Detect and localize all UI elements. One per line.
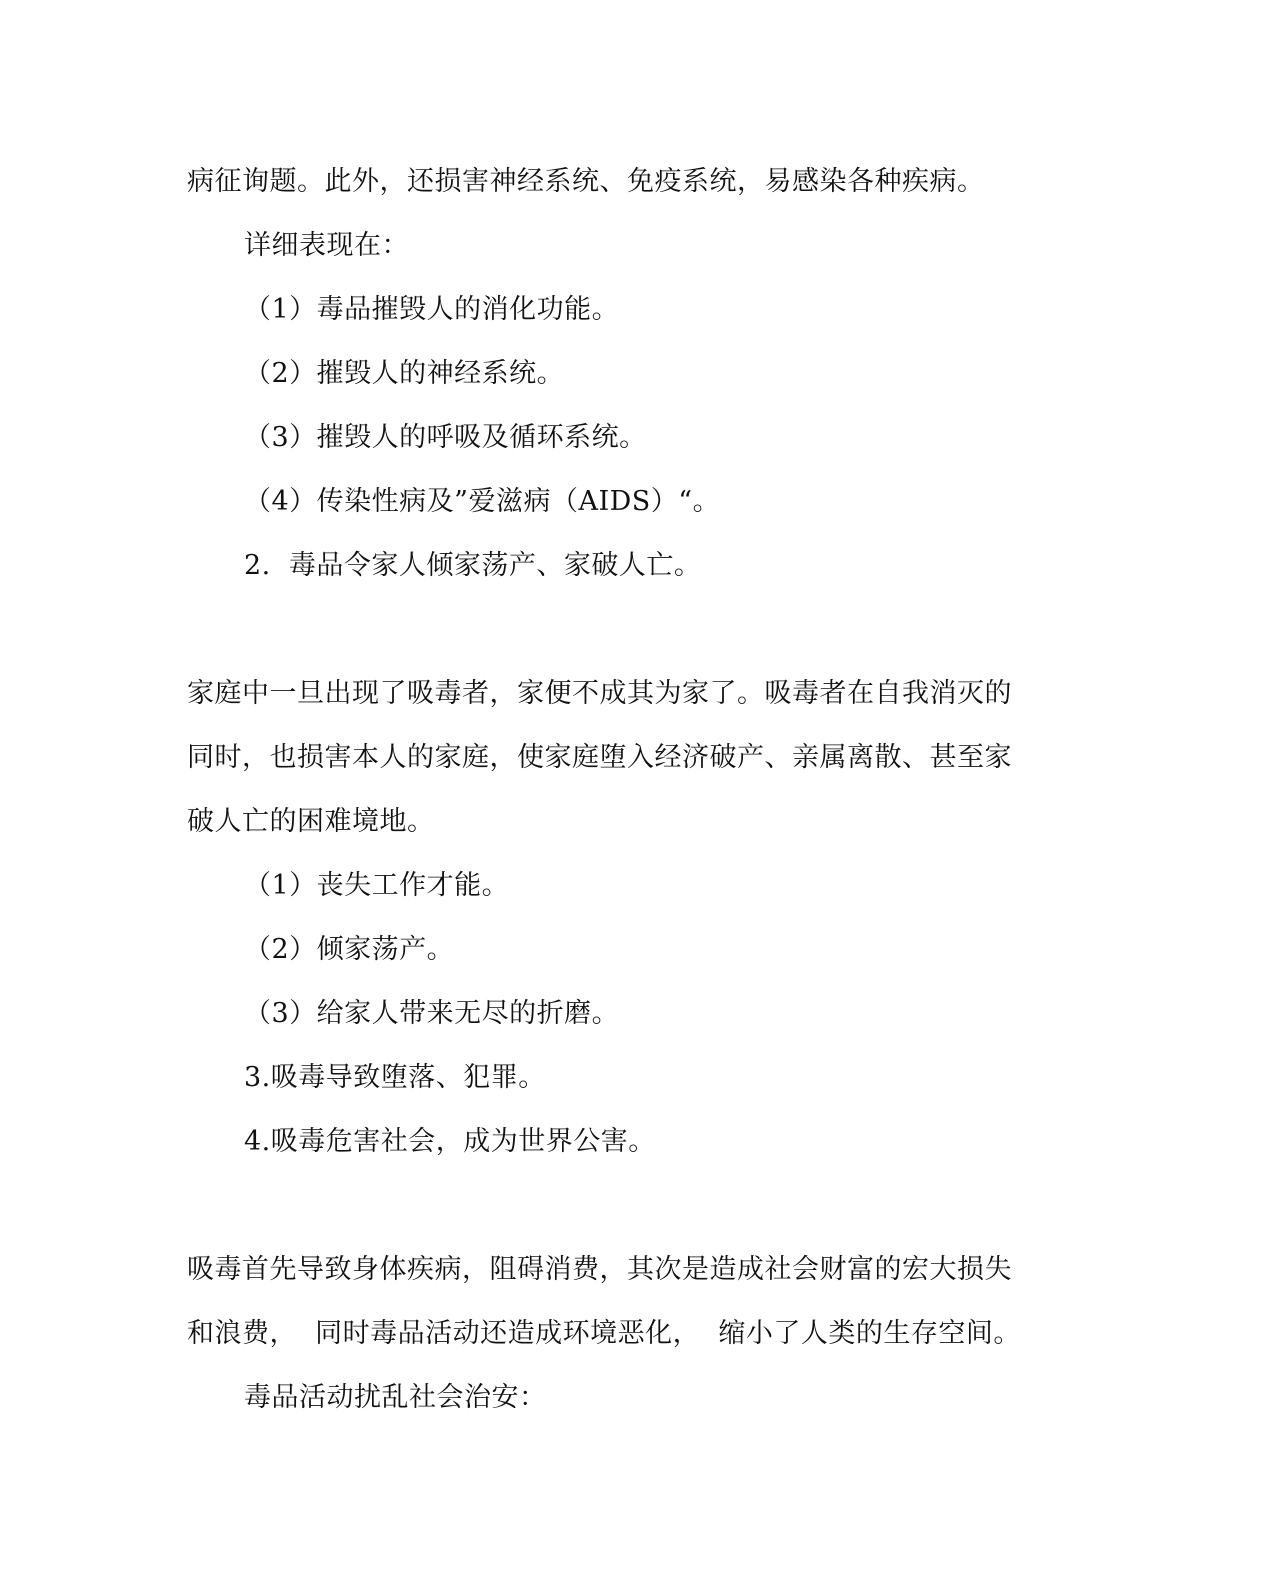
paragraph-line: 破人亡的困难境地。 — [187, 806, 435, 837]
list-item: （2）倾家荡产。 — [244, 934, 455, 965]
detail-intro: 详细表现在： — [244, 230, 409, 261]
paragraph-line: 同时，也损害本人的家庭，使家庭堕入经济破产、亲属离散、甚至家 — [187, 742, 1012, 773]
paragraph-line: 家庭中一旦出现了吸毒者，家便不成其为家了。吸毒者在自我消灭的 — [187, 678, 1012, 709]
paragraph-line: 吸毒首先导致身体疾病，阻碍消费，其次是造成社会财富的宏大损失 — [187, 1254, 1012, 1285]
section-heading-4: 4.吸毒危害社会，成为世界公害。 — [244, 1126, 656, 1157]
list-item: （2）摧毁人的神经系统。 — [244, 358, 565, 389]
list-item: （3）给家人带来无尽的折磨。 — [244, 998, 620, 1029]
paragraph-continuation: 病征询题。此外，还损害神经系统、免疫系统，易感染各种疾病。 — [187, 166, 985, 197]
section-heading-2: 2. 毒品令家人倾家荡产、家破人亡。 — [244, 550, 702, 581]
paragraph-line: 和浪费， 同时毒品活动还造成环境恶化， 缩小了人类的生存空间。 — [187, 1318, 1021, 1349]
list-item: （4）传染性病及”爱滋病（AIDS）“。 — [244, 486, 721, 517]
list-item: （3）摧毁人的呼吸及循环系统。 — [244, 422, 647, 453]
section-heading-3: 3.吸毒导致堕落、犯罪。 — [244, 1062, 546, 1093]
sub-heading: 毒品活动扰乱社会治安： — [244, 1382, 547, 1413]
list-item: （1）丧失工作才能。 — [244, 870, 510, 901]
list-item: （1）毒品摧毁人的消化功能。 — [244, 294, 620, 325]
